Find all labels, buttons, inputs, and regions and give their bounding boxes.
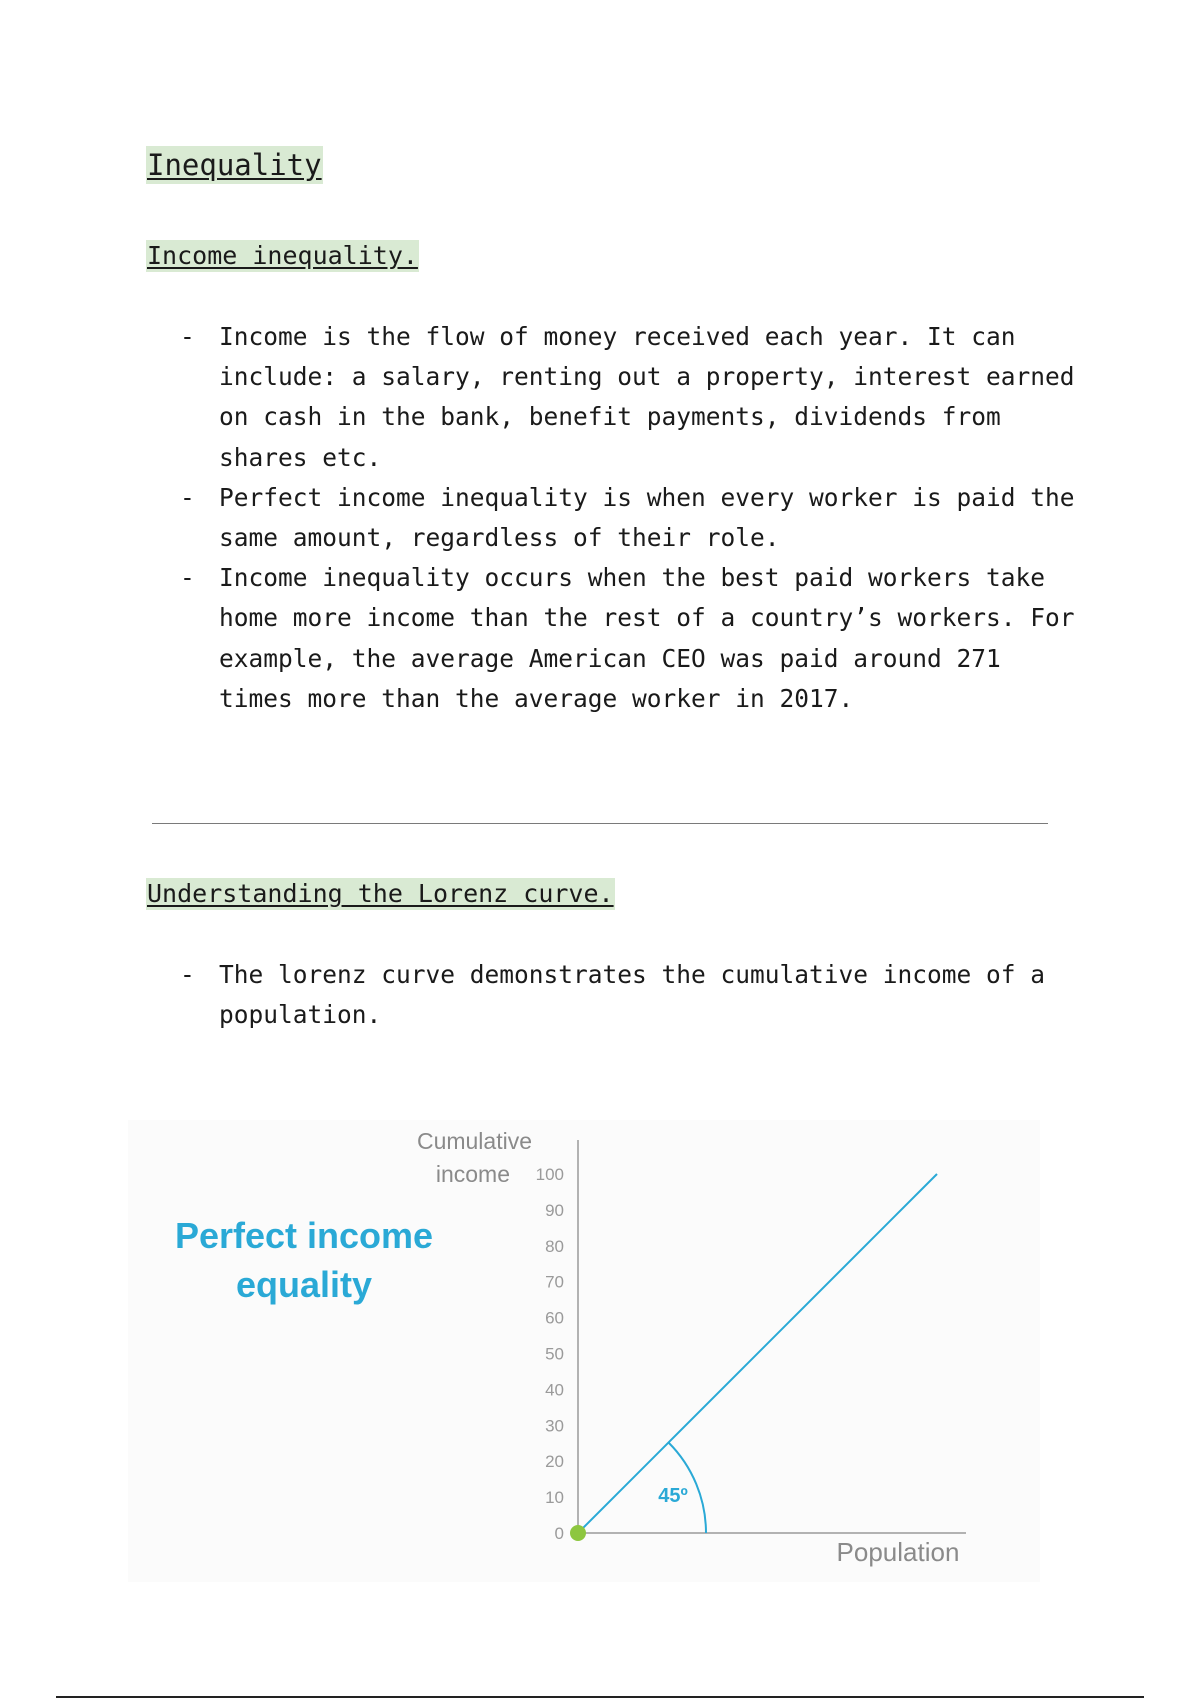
plot-area xyxy=(536,1140,966,1543)
y-tick-label: 20 xyxy=(545,1452,564,1472)
bullet-text: The lorenz curve demonstrates the cumulative income of a population. xyxy=(219,960,1046,1030)
y-tick-label: 0 xyxy=(554,1524,564,1543)
y-tick-label: 100 xyxy=(535,1165,564,1184)
bullet-text: Perfect income inequality is when every worker is paid the same amount, regardless of their role. xyxy=(219,482,1075,553)
y-axis-label-line-2: income xyxy=(435,1161,510,1187)
y-tick-label: 40 xyxy=(545,1380,564,1400)
list-item xyxy=(180,558,1080,719)
bullet-dash: - xyxy=(180,482,195,512)
lorenz-figure xyxy=(128,1120,1040,1582)
y-tick-label: 30 xyxy=(545,1416,564,1436)
list-item xyxy=(180,478,1080,558)
origin-dot xyxy=(570,1525,586,1541)
income-bullet-list xyxy=(180,317,1080,719)
page-bottom-rule xyxy=(56,1696,1144,1698)
lorenz-bullet-list xyxy=(180,955,1080,1035)
bullet-dash: - xyxy=(180,322,195,351)
y-tick-label: 70 xyxy=(545,1272,564,1292)
lorenz-chart xyxy=(128,1120,1040,1582)
horizontal-divider xyxy=(152,823,1048,824)
y-tick-label: 50 xyxy=(545,1344,564,1364)
y-axis-label-line-1: Cumulative xyxy=(416,1128,532,1154)
bullet-text: Income inequality occurs when the best paid workers take home more income than the rest of a country’s workers. For example, the average American CEO was paid around 271 times more than the average worker in 2017. xyxy=(219,563,1075,713)
y-tick-label: 90 xyxy=(545,1200,564,1220)
figure-caption-line-2: equality xyxy=(235,1264,373,1305)
angle-label: 45º xyxy=(658,1485,688,1507)
figure-caption-line-1: Perfect income xyxy=(174,1215,434,1256)
bullet-dash: - xyxy=(180,960,195,989)
y-tick-label: 10 xyxy=(545,1488,564,1508)
y-tick-label: 60 xyxy=(545,1308,564,1328)
section-heading-lorenz-curve: Understanding the Lorenz curve. xyxy=(147,879,614,908)
list-item xyxy=(180,955,1080,1035)
page-title: Inequality xyxy=(147,148,322,182)
section-heading-income-inequality: Income inequality. xyxy=(147,241,418,270)
equality-line xyxy=(578,1174,937,1533)
y-tick-label: 80 xyxy=(545,1236,564,1256)
x-axis-label: Population xyxy=(836,1537,960,1567)
list-item xyxy=(180,317,1080,478)
bullet-text: Income is the flow of money received each year. It can include: a salary, renting out a property, interest earned on cash in the bank, benefit payments, dividends from shares etc. xyxy=(219,322,1075,472)
bullet-dash: - xyxy=(180,563,195,593)
